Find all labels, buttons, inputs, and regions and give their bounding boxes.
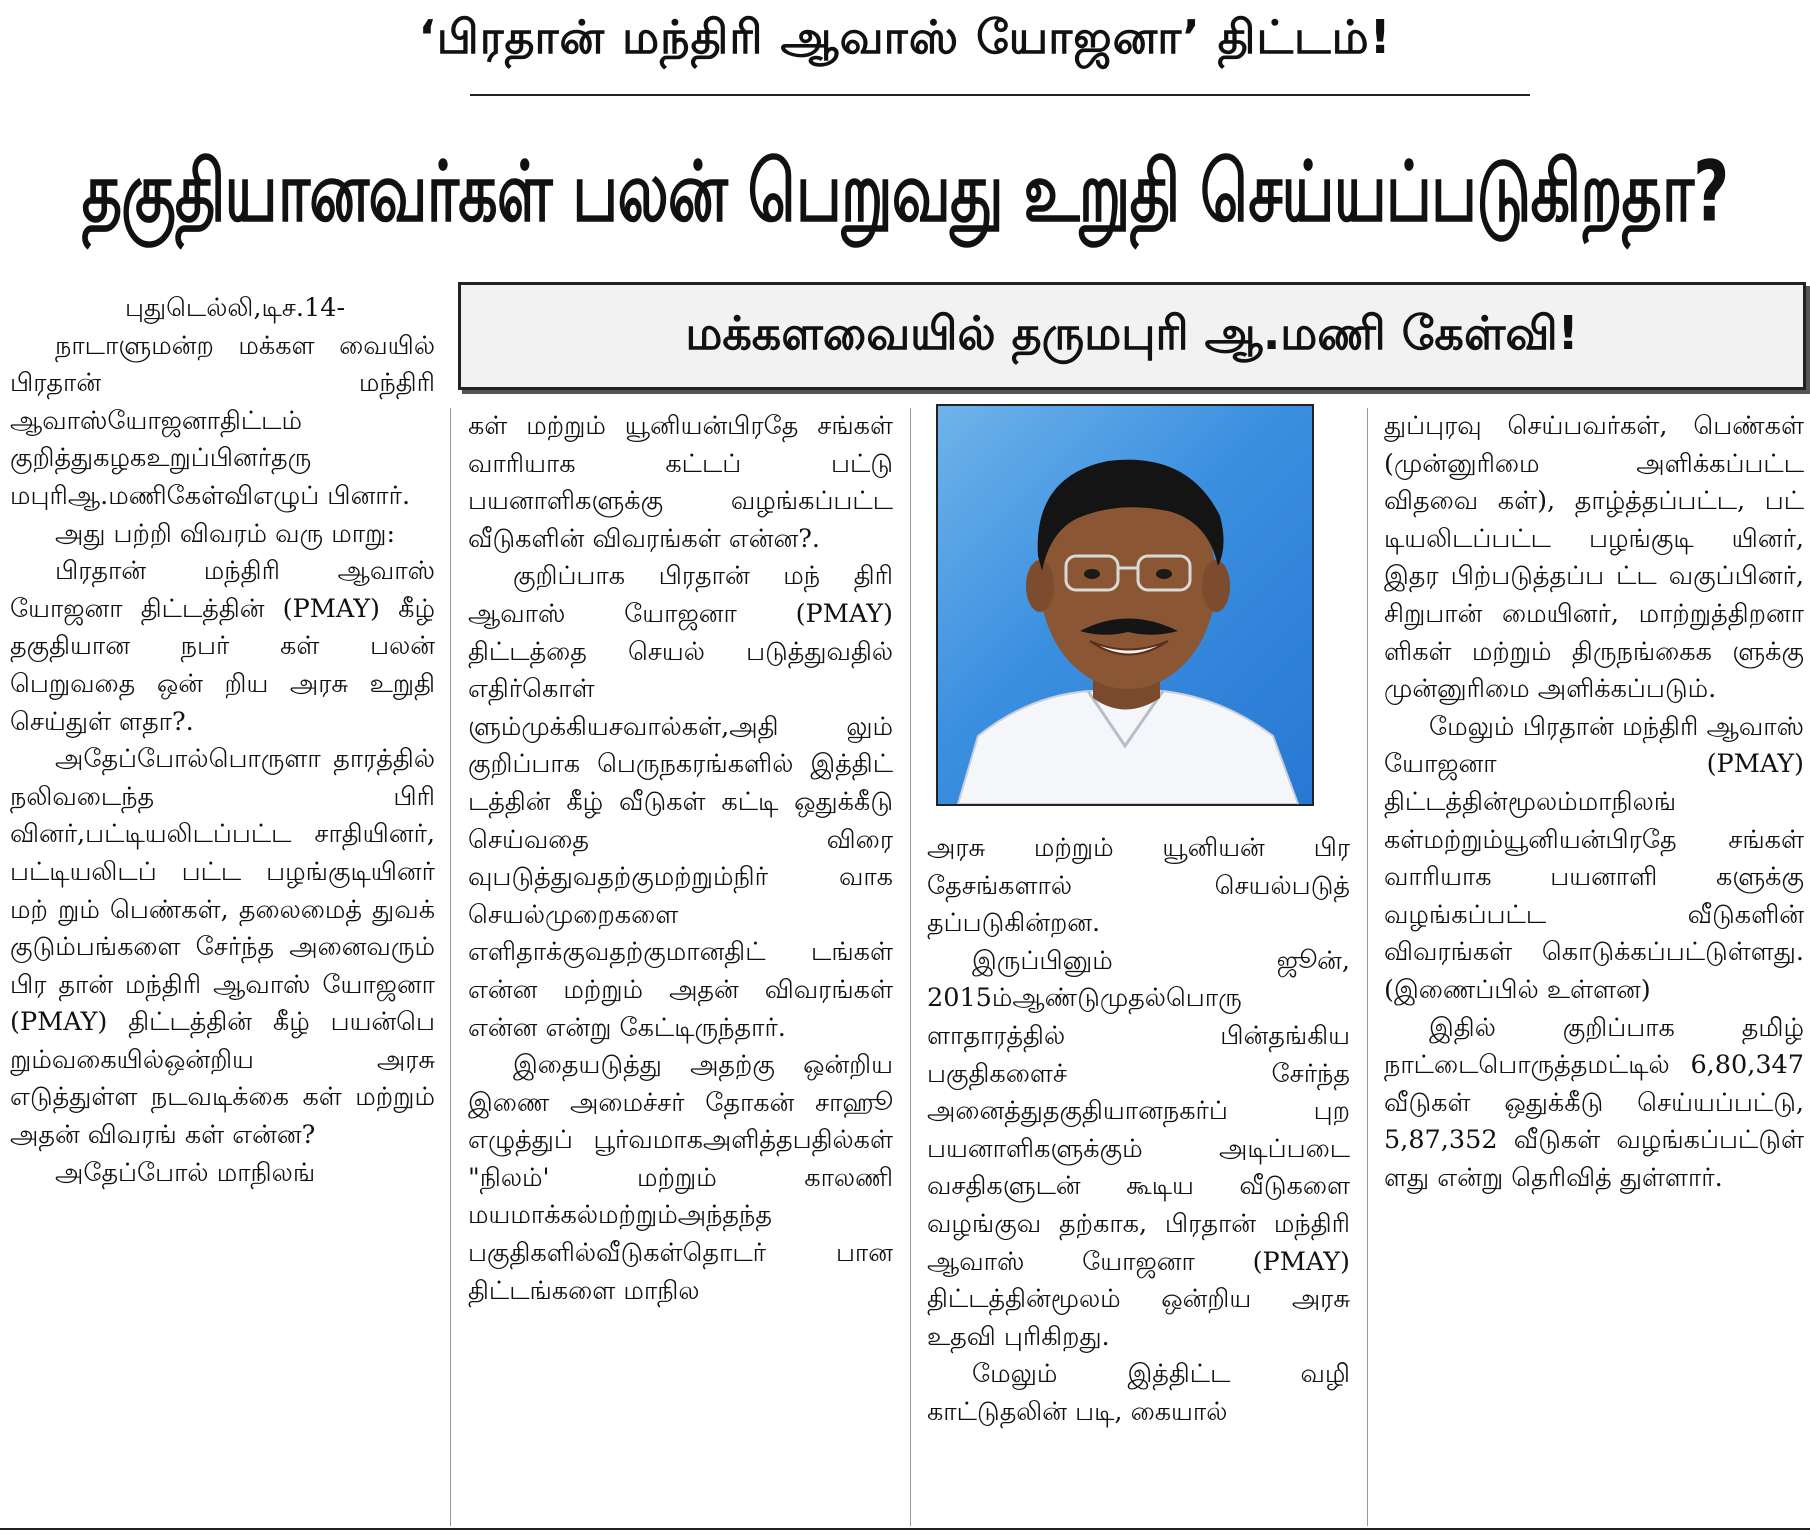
footer-rule (0, 1528, 1810, 1530)
paragraph: அரசு மற்றும் யூனியன் பிர தேசங்களால் செயல்படுத் தப்படுகின்றன. (927, 833, 1350, 939)
paragraph: கள் மற்றும் யூனியன்பிரதே சங்கள் வாரியாக கட்டப் பட்டு பயனாளிகளுக்கு வழங்கப்பட்ட வீடுகளின் விவரங்கள் என்ன?. (468, 411, 893, 554)
column-divider (910, 408, 911, 1526)
article-subheadline (458, 282, 1806, 390)
paragraph: இதையடுத்து அதற்கு ஒன்றிய இணை அமைச்சர் தோகன் சாஹூ எழுத்துப் பூர்வமாகஅளித்தபதில்கள் "நிலம்' மற்றும் காலணி மயமாக்கல்மற்றும்அந்தந்த பகுதிகளில்வீடுகள்தொடர் பான திட்டங்களை மாநில (468, 1050, 893, 1306)
paragraph: அது பற்றி விவரம் வரு மாறு: (55, 518, 396, 549)
paragraph: அதேப்போல் மாநிலங் (55, 1157, 316, 1188)
article-column-1 (10, 290, 435, 1526)
paragraph: இதில் குறிப்பாக தமிழ் நாட்டைபொருத்தமட்டில் 6,80,347 வீடுகள் ஒதுக்கீடு செய்யப்பட்டு, 5,87,352 வீடுகள் வழங்கப்பட்டுள் ளது என்று தெரிவித் துள்ளார். (1384, 1012, 1804, 1193)
portrait-photo (936, 404, 1314, 806)
article-column-2 (468, 408, 893, 1526)
paragraph: இருப்பினும் ஜூன், 2015ம்ஆண்டுமுதல்பொரு ளாதாரத்தில் பின்தங்கிய பகுதிகளைச் சேர்ந்த அனைத்துதகுதியானநகர்ப் புற பயனாளிகளுக்கும் அடிப்படை வசதிகளுடன் கூடிய வீடுகளை வழங்குவ தற்காக, பிரதான் மந்திரி ஆவாஸ் யோஜனா (PMAY) திட்டத்தின்மூலம் ஒன்றிய அரசு உதவி புரிகிறது. (927, 945, 1350, 1352)
paragraph: அதேப்போல்பொருளா தாரத்தில் நலிவடைந்த பிரி வினர்,பட்டியலிடப்பட்ட சாதியினர், பட்டியலிடப் பட்ட பழங்குடியினர் மற் றும் பெண்கள், தலைமைத் துவக் குடும்பங்களை சேர்ந்த அனைவரும் பிர தான் மந்திரி ஆவாஸ் யோஜனா (PMAY) திட்டத்தின் கீழ் பயன்பெ றும்வகையில்ஒன்றிய அரசு எடுத்துள்ள நடவடிக்கை கள் மற்றும் அதன் விவரங் கள் என்ன? (10, 744, 435, 1151)
paragraph: மேலும் இத்திட்ட வழி காட்டுதலின் படி, கையால் (927, 1359, 1350, 1427)
subheadline-text: மக்களவையில் தருமபுரி ஆ.மணி கேள்வி! (685, 305, 1579, 360)
portrait-illustration (938, 406, 1312, 804)
column-divider (450, 408, 451, 1526)
dateline: புதுடெல்லி,டிச.14- (125, 293, 346, 323)
paragraph: பிரதான் மந்திரி ஆவாஸ் யோஜனா திட்டத்தின் (PMAY) கீழ் தகுதியான நபர் கள் பலன் பெறுவதை ஒன் றிய அரசு உறுதி செய்துள் ளதா?. (10, 556, 435, 737)
article-column-4 (1384, 408, 1804, 1526)
paragraph: நாடாளுமன்ற மக்கள வையில் பிரதான் மந்திரி ஆவாஸ்யோஜனாதிட்டம் குறித்துகழகஉறுப்பினர்தரு மபுரிஆ.மணிகேள்விஎழுப் பினார். (10, 330, 435, 511)
kicker-underline (470, 94, 1530, 96)
paragraph: துப்புரவு செய்பவர்கள், பெண்கள் (முன்னுரிமை அளிக்கப்பட்ட விதவை கள்), தாழ்த்தப்பட்ட, பட் டியலிடப்பட்ட பழங்குடி யினர், இதர பிற்படுத்தப்ப ட்ட வகுப்பினர், சிறுபான் மையினர், மாற்றுத்திறனா ளிகள் மற்றும் திருநங்கைக ளுக்கு முன்னுரிமை அளிக்கப்படும். (1384, 411, 1804, 705)
article-headline: தகுதியானவர்கள் பலன் பெறுவது உறுதி செய்யப்படுகிறதா? (81, 142, 1729, 241)
paragraph: குறிப்பாக பிரதான் மந் திரி ஆவாஸ் யோஜனா (PMAY) திட்டத்தை செயல் படுத்துவதில் எதிர்கொள் ளும்முக்கியசவால்கள்,அதி லும் குறிப்பாக பெருநகரங்களில் இத்திட் டத்தின் கீழ் வீடுகள் கட்டி ஒதுக்கீடு செய்வதை விரை வுபடுத்துவதற்குமற்றும்நிர் வாக செயல்முறைகளை எளிதாக்குவதற்குமானதிட் டங்கள் என்ன மற்றும் அதன் விவரங்கள் என்ன என்று கேட்டிருந்தார். (468, 561, 893, 1043)
column-divider (1367, 408, 1368, 1526)
article-column-3 (927, 830, 1350, 1526)
article-kicker: ‘பிரதான் மந்திரி ஆவாஸ் யோஜனா’ திட்டம்! (418, 10, 1392, 64)
paragraph: மேலும் பிரதான் மந்திரி ஆவாஸ் யோஜனா (PMAY) திட்டத்தின்மூலம்மாநிலங் கள்மற்றும்யூனியன்பிரதே சங்கள் வாரியாக பயனாளி களுக்கு வழங்கப்பட்ட வீடுகளின் விவரங்கள் கொடுக்கப்பட்டுள்ளது. (இணைப்பில் உள்ளன) (1384, 711, 1804, 1005)
